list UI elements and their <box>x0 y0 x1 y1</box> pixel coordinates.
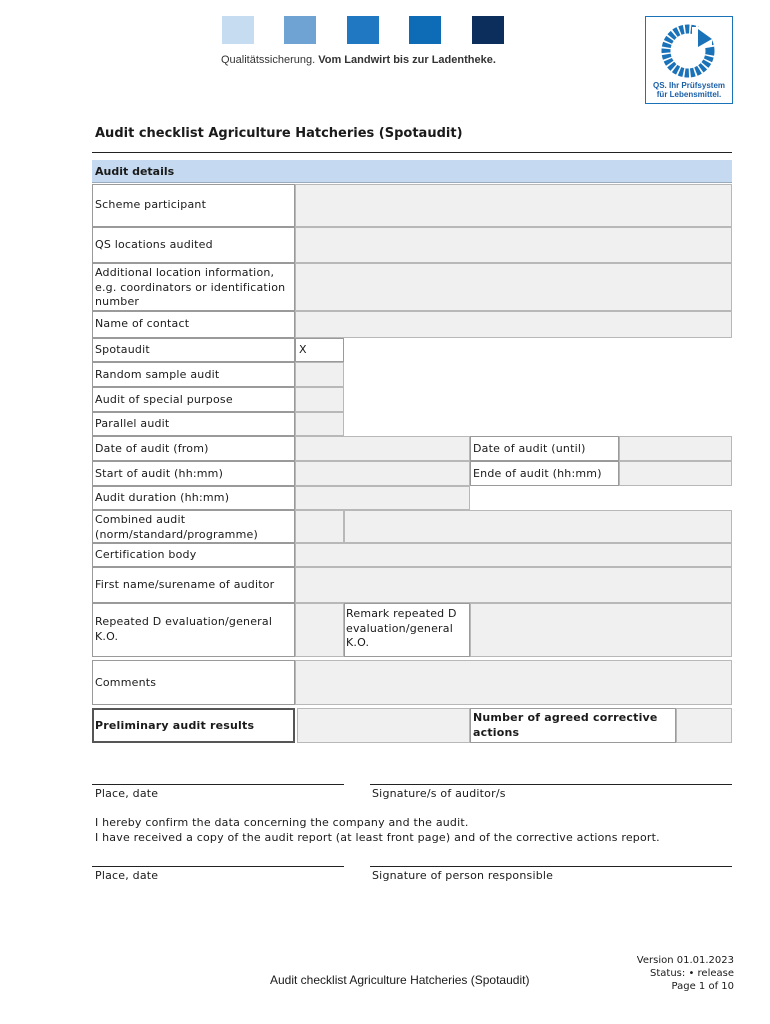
brand-square-3 <box>347 16 379 44</box>
brand-square-1 <box>222 16 254 44</box>
row-parallel <box>92 412 295 436</box>
label-scheme-participant: Scheme participant <box>95 198 207 211</box>
label-place-date-2: Place, date <box>95 869 159 882</box>
label-responsible-signature: Signature of person responsible <box>372 869 554 882</box>
slogan-bold: Vom Landwirt bis zur Ladentheke. <box>318 54 496 66</box>
row-start <box>92 461 295 486</box>
row-additional-location <box>92 263 295 311</box>
row-random-sample <box>92 362 295 387</box>
repeated-d-checkbox[interactable] <box>295 603 344 657</box>
start-field[interactable] <box>295 461 470 486</box>
footer-meta <box>637 954 734 993</box>
label-combined: Combined audit (norm/standard/programme) <box>95 513 258 541</box>
label-parallel: Parallel audit <box>95 417 170 430</box>
signature-line-place-date-2 <box>92 866 344 867</box>
footer-title: Audit checklist Agriculture Hatcheries (Spotaudit) <box>270 973 530 987</box>
scheme-participant-field[interactable] <box>295 184 732 227</box>
title-rule <box>92 152 732 153</box>
brand-square-2 <box>284 16 316 44</box>
label-spotaudit: Spotaudit <box>95 343 150 356</box>
footer-page: Page 1 of 10 <box>671 981 734 992</box>
qs-logo <box>645 16 733 104</box>
qs-locations-field[interactable] <box>295 227 732 263</box>
auditor-name-field[interactable] <box>295 567 732 603</box>
row-combined <box>92 510 295 543</box>
spotaudit-checkbox[interactable] <box>295 338 344 362</box>
row-duration <box>92 486 295 510</box>
label-place-date-1: Place, date <box>95 787 159 800</box>
label-remark-repeated: Remark repeated D evaluation/general K.O. <box>346 607 457 649</box>
confirmation-line-2: I have received a copy of the audit report (at least front page) and of the corrective actions report. <box>95 831 660 844</box>
parallel-checkbox[interactable] <box>295 412 344 436</box>
slogan <box>221 54 496 66</box>
label-qs-locations: QS locations audited <box>95 238 213 251</box>
label-duration: Audit duration (hh:mm) <box>95 491 230 504</box>
label-name-of-contact: Name of contact <box>95 317 190 330</box>
name-of-contact-field[interactable] <box>295 311 732 338</box>
comments-field[interactable] <box>295 660 732 705</box>
label-additional-location: Additional location information, e.g. coordinators or identification number <box>95 266 286 308</box>
combined-field[interactable] <box>344 510 732 543</box>
label-auditor-signature: Signature/s of auditor/s <box>372 787 506 800</box>
qs-logo-mark <box>646 17 731 81</box>
label-special-purpose: Audit of special purpose <box>95 393 233 406</box>
row-auditor-name <box>92 567 295 603</box>
section-title: Audit details <box>95 165 175 178</box>
duration-field[interactable] <box>295 486 470 510</box>
section-audit-details <box>92 160 732 183</box>
spotaudit-value: X <box>299 343 307 356</box>
row-name-of-contact <box>92 311 295 338</box>
label-date-until: Date of audit (until) <box>473 442 586 455</box>
row-certification <box>92 543 295 567</box>
footer-version: Version 01.01.2023 <box>636 955 734 966</box>
footer-status: Status: • release <box>650 968 734 979</box>
label-date-from: Date of audit (from) <box>95 442 209 455</box>
label-end: Ende of audit (hh:mm) <box>473 467 602 480</box>
remark-repeated-field[interactable] <box>470 603 732 657</box>
document-title: Audit checklist Agriculture Hatcheries (Spotaudit) <box>95 126 463 141</box>
row-qs-locations <box>92 227 295 263</box>
row-special-purpose <box>92 387 295 412</box>
row-remark-repeated <box>344 603 470 657</box>
row-scheme-participant <box>92 184 295 227</box>
date-until-field[interactable] <box>619 436 732 461</box>
label-preliminary: Preliminary audit results <box>95 719 255 732</box>
logo-line-2: für Lebensmittel. <box>656 90 722 99</box>
brand-square-4 <box>409 16 441 44</box>
signature-line-place-date-1 <box>92 784 344 785</box>
special-purpose-checkbox[interactable] <box>295 387 344 412</box>
slogan-normal: Qualitätssicherung. <box>221 54 316 66</box>
logo-line-1: QS. Ihr Prüfsystem <box>652 81 726 90</box>
random-sample-checkbox[interactable] <box>295 362 344 387</box>
label-comments: Comments <box>95 676 157 689</box>
end-field[interactable] <box>619 461 732 486</box>
brand-square-5 <box>472 16 504 44</box>
row-repeated-d <box>92 603 295 657</box>
row-comments <box>92 660 295 705</box>
signature-line-auditor <box>370 784 732 785</box>
preliminary-field[interactable] <box>297 708 470 743</box>
label-start: Start of audit (hh:mm) <box>95 467 224 480</box>
label-corrective: Number of agreed corrective actions <box>473 711 658 739</box>
row-preliminary <box>92 708 295 743</box>
additional-location-field[interactable] <box>295 263 732 311</box>
row-corrective <box>470 708 676 743</box>
row-date-from <box>92 436 295 461</box>
combined-checkbox[interactable] <box>295 510 344 543</box>
label-random-sample: Random sample audit <box>95 368 220 381</box>
signature-line-responsible <box>370 866 732 867</box>
label-auditor-name: First name/surename of auditor <box>95 578 275 591</box>
confirmation-line-1: I hereby confirm the data concerning the company and the audit. <box>95 816 469 829</box>
row-end <box>470 461 619 486</box>
logo-text <box>646 81 732 99</box>
label-certification: Certification body <box>95 548 197 561</box>
corrective-field[interactable] <box>676 708 732 743</box>
row-spotaudit <box>92 338 295 362</box>
row-date-until <box>470 436 619 461</box>
label-repeated-d: Repeated D evaluation/general K.O. <box>95 615 273 643</box>
date-from-field[interactable] <box>295 436 470 461</box>
certification-field[interactable] <box>295 543 732 567</box>
